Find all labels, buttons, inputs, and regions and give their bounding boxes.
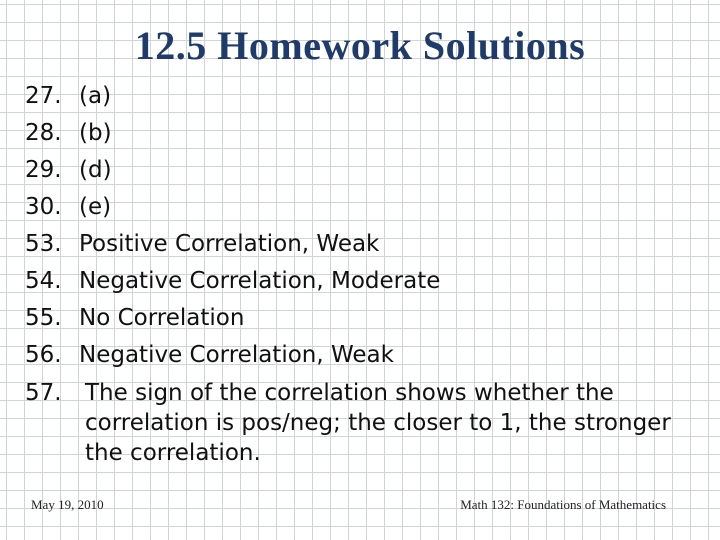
answer-list [25,78,705,468]
answer-item [25,78,705,115]
answer-item [25,152,705,189]
answer-text: (a) [79,83,112,109]
answer-number: 28. [25,120,62,146]
answer-text: (b) [79,120,112,146]
answer-item [25,337,705,374]
answer-number: 56. [25,342,62,368]
answer-text: (e) [79,194,112,220]
answer-text: No Correlation [79,305,245,331]
answer-number: 27. [25,83,62,109]
answer-item [25,300,705,337]
answer-number: 53. [25,231,62,257]
answer-text: (d) [79,157,112,183]
answer-number: 55. [25,305,62,331]
answer-item [25,226,705,263]
answer-number: 29. [25,157,62,183]
answer-number: 54. [25,268,62,294]
answer-text: Negative Correlation, Weak [79,342,394,368]
slide-title: 12.5 Homework Solutions [134,23,586,68]
footer-date: May 19, 2010 [31,497,104,512]
answer-text: Positive Correlation, Weak [79,231,380,257]
answer-text: The sign of the correlation shows whether the correlation is pos/neg; the closer to 1, the stronger the correlation. [85,380,671,466]
answer-number: 57. [25,380,62,406]
answer-item [25,189,705,226]
footer-course: Math 132: Foundations of Mathematics [460,497,666,512]
answer-item [25,115,705,152]
answer-item [25,263,705,300]
answer-number: 30. [25,194,62,220]
answer-item [25,378,705,468]
answer-text: Negative Correlation, Moderate [79,268,441,294]
